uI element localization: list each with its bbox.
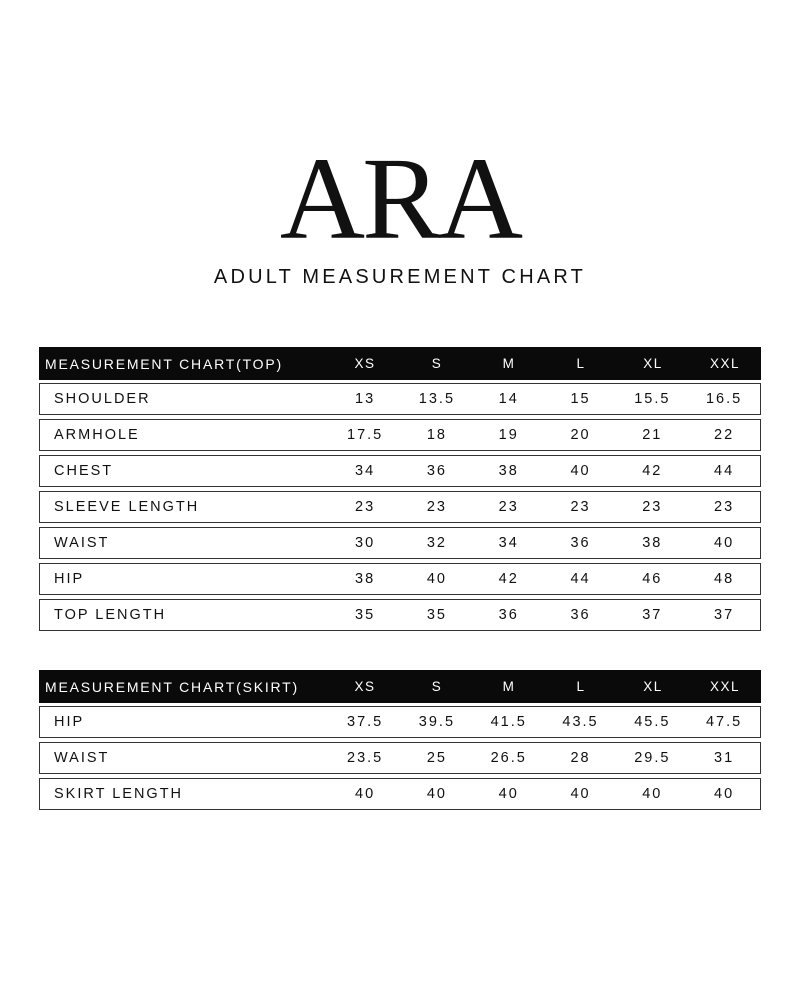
table-cell: 44 xyxy=(714,463,735,479)
table-cell: 15 xyxy=(570,391,591,407)
table-cell: 40 xyxy=(426,571,447,587)
table-cell: 29.5 xyxy=(634,750,671,766)
table-cell: 41.5 xyxy=(490,714,527,730)
table-cell: 22 xyxy=(714,427,735,443)
table-cell: 23 xyxy=(570,499,591,515)
table-cell: 28 xyxy=(570,750,591,766)
table-cell: 31 xyxy=(714,750,735,766)
table-cell: 23 xyxy=(714,499,735,515)
size-xl-header: XL xyxy=(643,356,663,371)
size-l-header: L xyxy=(576,679,586,694)
table-cell: 39.5 xyxy=(418,714,456,730)
size-l-header: L xyxy=(576,356,586,371)
table-cell: 44 xyxy=(570,571,591,587)
table-cell: 36 xyxy=(570,535,591,551)
size-xs-header: XS xyxy=(354,679,376,694)
size-xxl-header: XXL xyxy=(709,356,741,371)
table-row xyxy=(39,706,761,738)
skirt-chart-title: MEASUREMENT CHART(SKIRT) xyxy=(45,678,299,695)
table-row xyxy=(39,742,761,774)
size-s-header: S xyxy=(431,679,443,694)
table-row xyxy=(39,527,761,559)
table-cell: 36 xyxy=(426,463,447,479)
row-label: CHEST xyxy=(54,463,114,479)
table-cell: 47.5 xyxy=(705,714,743,730)
table-cell: 40 xyxy=(714,786,735,802)
top-chart-title: MEASUREMENT CHART(TOP) xyxy=(45,355,283,372)
page-subtitle: ADULT MEASUREMENT CHART xyxy=(213,266,587,288)
row-label: TOP LENGTH xyxy=(54,607,167,623)
table-cell: 40 xyxy=(426,786,447,802)
table-cell: 40 xyxy=(498,786,519,802)
table-cell: 16.5 xyxy=(705,391,743,407)
table-cell: 13.5 xyxy=(418,391,456,407)
size-xs-header: XS xyxy=(354,356,376,371)
size-xxl-header: XXL xyxy=(709,679,741,694)
table-cell: 37 xyxy=(642,607,663,623)
table-cell: 35 xyxy=(355,607,376,623)
table-cell: 36 xyxy=(498,607,519,623)
row-label: WAIST xyxy=(54,750,110,766)
table-cell: 40 xyxy=(355,786,376,802)
table-row xyxy=(39,455,761,487)
table-cell: 32 xyxy=(426,535,447,551)
table-cell: 18 xyxy=(426,427,447,443)
table-row xyxy=(39,491,761,523)
table-cell: 13 xyxy=(355,391,376,407)
table-cell: 38 xyxy=(498,463,519,479)
table-cell: 37.5 xyxy=(347,714,384,730)
skirt-chart-header xyxy=(39,670,761,703)
size-s-header: S xyxy=(431,356,443,371)
table-cell: 23.5 xyxy=(347,750,384,766)
brand-logo: ARA xyxy=(279,133,521,264)
table-row xyxy=(39,383,761,415)
row-label: SKIRT LENGTH xyxy=(54,786,184,802)
size-m-header: M xyxy=(502,679,516,694)
table-cell: 25 xyxy=(426,750,447,766)
table-row xyxy=(39,599,761,631)
table-cell: 17.5 xyxy=(347,427,384,443)
table-cell: 26.5 xyxy=(490,750,527,766)
table-cell: 48 xyxy=(714,571,735,587)
table-row xyxy=(39,419,761,451)
table-cell: 20 xyxy=(570,427,591,443)
top-chart-header xyxy=(39,347,761,380)
table-cell: 23 xyxy=(498,499,519,515)
table-cell: 15.5 xyxy=(634,391,671,407)
row-label: SLEEVE LENGTH xyxy=(54,499,200,515)
table-cell: 23 xyxy=(426,499,447,515)
table-cell: 40 xyxy=(570,463,591,479)
table-cell: 40 xyxy=(714,535,735,551)
table-cell: 37 xyxy=(714,607,735,623)
table-row xyxy=(39,563,761,595)
table-row xyxy=(39,778,761,810)
table-cell: 14 xyxy=(498,391,519,407)
table-cell: 40 xyxy=(570,786,591,802)
table-cell: 34 xyxy=(498,535,519,551)
row-label: HIP xyxy=(54,714,85,730)
table-cell: 42 xyxy=(642,463,663,479)
size-xl-header: XL xyxy=(643,679,663,694)
row-label: HIP xyxy=(54,571,85,587)
table-cell: 43.5 xyxy=(562,714,599,730)
table-cell: 36 xyxy=(570,607,591,623)
table-cell: 46 xyxy=(642,571,663,587)
size-m-header: M xyxy=(502,356,516,371)
row-label: ARMHOLE xyxy=(54,427,140,443)
table-cell: 35 xyxy=(426,607,447,623)
table-cell: 38 xyxy=(642,535,663,551)
table-cell: 23 xyxy=(642,499,663,515)
table-cell: 30 xyxy=(355,535,376,551)
table-cell: 42 xyxy=(498,571,519,587)
table-cell: 23 xyxy=(355,499,376,515)
table-cell: 40 xyxy=(642,786,663,802)
table-cell: 34 xyxy=(355,463,376,479)
top-measurement-chart xyxy=(39,347,761,635)
table-cell: 21 xyxy=(642,427,663,443)
skirt-measurement-chart xyxy=(39,670,761,814)
table-cell: 45.5 xyxy=(634,714,671,730)
table-cell: 38 xyxy=(355,571,376,587)
row-label: SHOULDER xyxy=(54,391,151,407)
table-cell: 19 xyxy=(498,427,519,443)
row-label: WAIST xyxy=(54,535,110,551)
